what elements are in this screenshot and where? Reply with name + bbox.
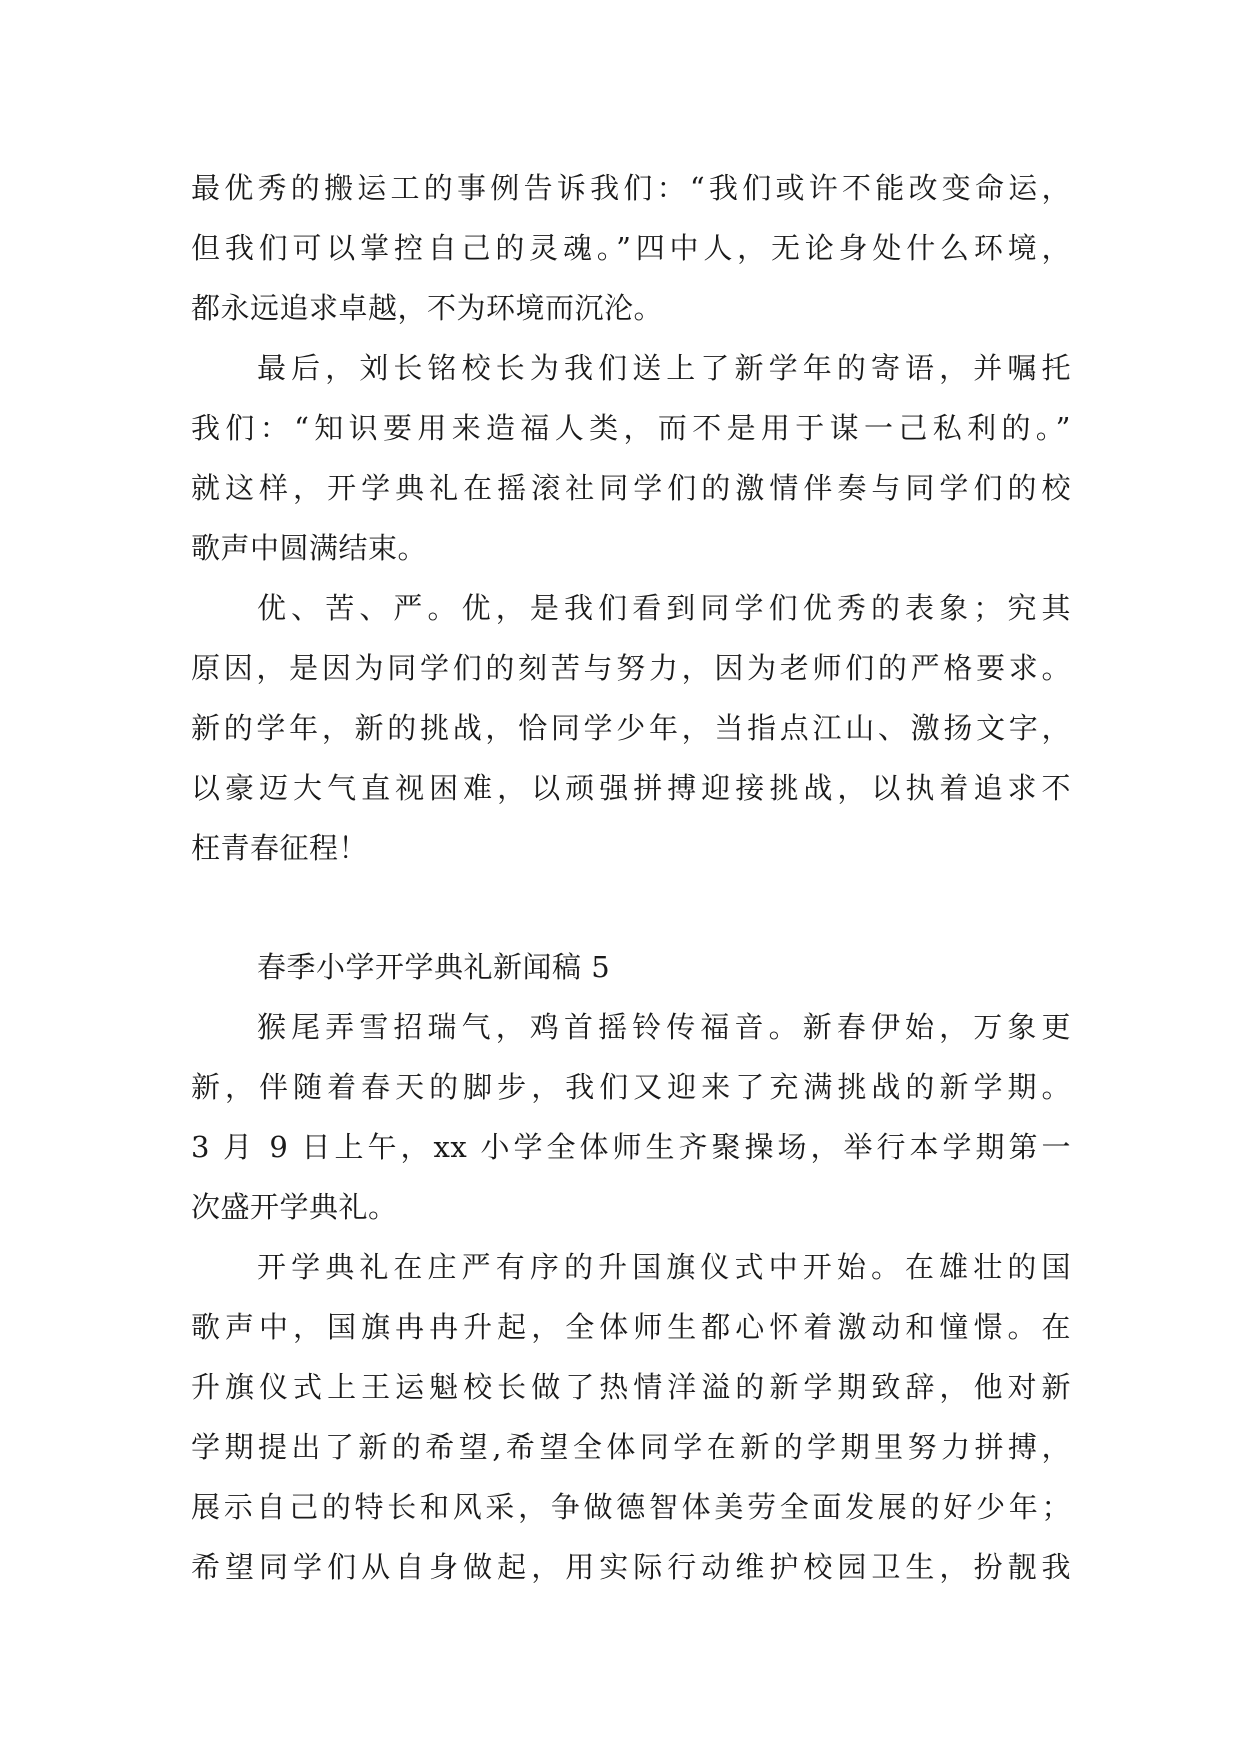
paragraph-2 [191,338,1071,578]
text-line: 3 月 9 日上午，xx 小学全体师生齐聚操场，举行本学期第一 [191,1130,1071,1164]
paragraph-1 [191,158,1071,338]
text-line: 升旗仪式上王运魁校长做了热情洋溢的新学期致辞，他对新 [191,1370,1071,1404]
text-line: 就这样，开学典礼在摇滚社同学们的激情伴奏与同学们的校 [191,471,1071,505]
text-line: 猴尾弄雪招瑞气，鸡首摇铃传福音。新春伊始，万象更 [257,1010,1071,1044]
text-line: 歌声中圆满结束。 [191,531,428,565]
text-line: 开学典礼在庄严有序的升国旗仪式中开始。在雄壮的国 [257,1250,1071,1284]
text-line: 枉青春征程！ [191,831,369,865]
text-line: 展示自己的特长和风采，争做德智体美劳全面发展的好少年； [191,1490,1071,1524]
text-line: 优、苦、严。优，是我们看到同学们优秀的表象；究其 [257,591,1071,625]
text-line: 最后，刘长铭校长为我们送上了新学年的寄语，并嘱托 [257,351,1071,385]
text-line: 歌声中，国旗冉冉升起，全体师生都心怀着激动和憧憬。在 [191,1310,1071,1344]
paragraph-4 [191,997,1071,1237]
section-title: 春季小学开学典礼新闻稿 5 [257,950,611,984]
text-line: 次盛开学典礼。 [191,1190,398,1224]
text-line: 原因，是因为同学们的刻苦与努力，因为老师们的严格要求。 [191,651,1071,685]
paragraph-5 [191,1237,1071,1597]
text-line: 学期提出了新的希望,希望全体同学在新的学期里努力拼搏， [191,1430,1071,1464]
section-spacer [191,878,1071,937]
text-line: 我们：“知识要用来造福人类，而不是用于谋一己私利的。” [191,411,1071,445]
text-line: 都永远追求卓越，不为环境而沉沦。 [191,291,664,325]
text-line: 新的学年，新的挑战，恰同学少年，当指点江山、激扬文字， [191,711,1071,745]
text-line: 以豪迈大气直视困难，以顽强拼搏迎接挑战，以执着追求不 [191,771,1071,805]
text-line: 新，伴随着春天的脚步，我们又迎来了充满挑战的新学期。 [191,1070,1071,1104]
text-line: 最优秀的搬运工的事例告诉我们：“我们或许不能改变命运， [191,171,1071,205]
text-line: 希望同学们从自身做起，用实际行动维护校园卫生，扮靓我 [191,1550,1071,1584]
text-line: 但我们可以掌控自己的灵魂。”四中人，无论身处什么环境， [191,231,1071,265]
paragraph-3 [191,578,1071,878]
document-body [191,158,1071,1597]
